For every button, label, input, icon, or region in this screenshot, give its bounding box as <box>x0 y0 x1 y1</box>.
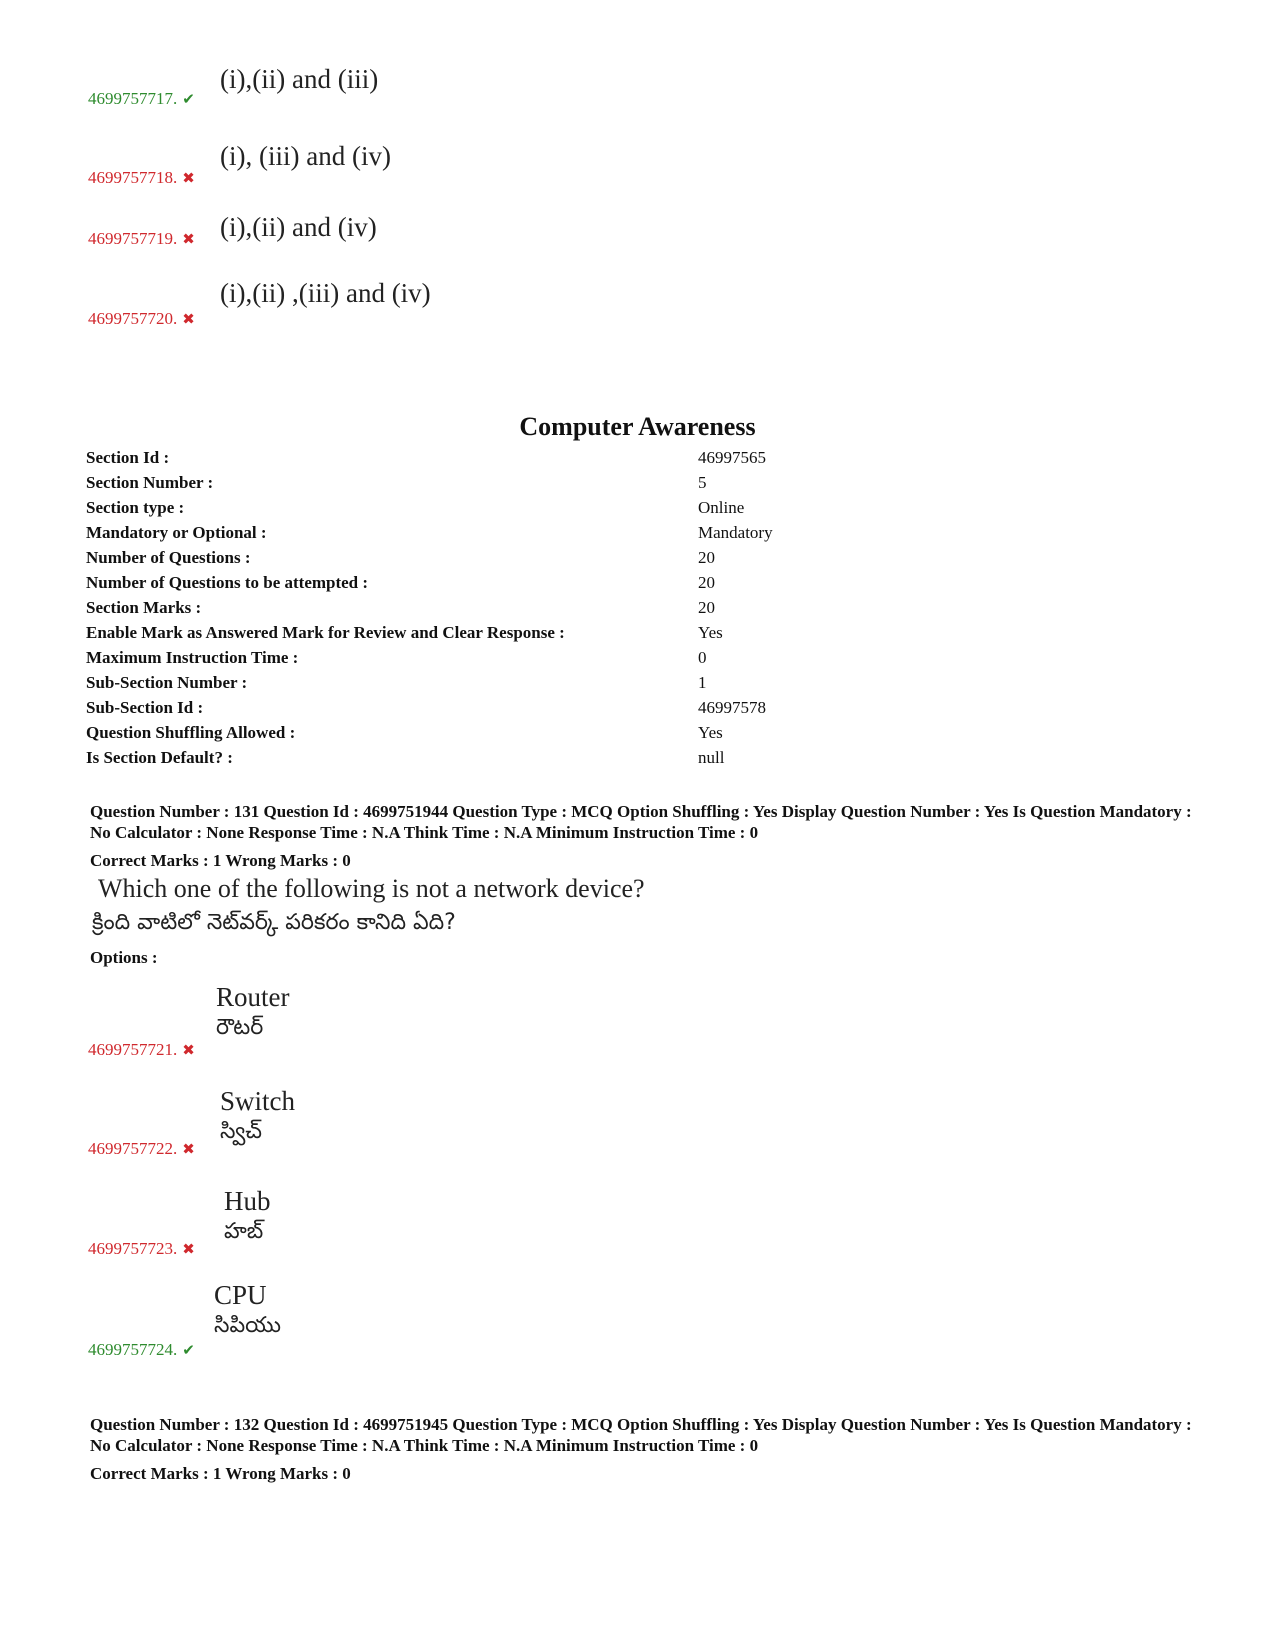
option-id: 4699757719. <box>88 229 178 248</box>
section-info-row <box>86 548 1236 572</box>
section-info-row <box>86 648 1236 672</box>
section-info-row <box>86 748 1236 772</box>
option-id: 4699757724. <box>88 1340 178 1359</box>
info-value: 20 <box>698 598 715 617</box>
section-title: Computer Awareness <box>519 412 756 441</box>
info-value: Mandatory <box>698 523 773 542</box>
option-text: Switch <box>220 1086 296 1116</box>
info-label: Mandatory or Optional : <box>86 523 267 542</box>
section-info-row <box>86 523 1236 547</box>
option-id: 4699757718. <box>88 168 178 187</box>
check-icon: ✔ <box>182 90 195 108</box>
info-label: Section Number : <box>86 473 214 492</box>
option-text-telugu: స్విచ్ <box>220 1119 262 1144</box>
question-text-telugu: క్రింది వాటిలో నెట్‌వర్క్ పరికరం కానిది ఏది? <box>92 910 456 935</box>
info-label: Sub-Section Number : <box>86 673 248 692</box>
info-value: 46997565 <box>698 448 766 467</box>
option-text: (i),(ii) and (iv) <box>220 212 377 242</box>
info-label: Number of Questions to be attempted : <box>86 573 369 592</box>
option-id: 4699757721. <box>88 1040 178 1059</box>
info-value: 20 <box>698 573 715 592</box>
info-label: Number of Questions : <box>86 548 251 567</box>
option-text-telugu: సిపియు <box>214 1313 281 1338</box>
option-id: 4699757723. <box>88 1239 178 1258</box>
section-info-row <box>86 623 1236 647</box>
info-value: null <box>698 748 725 767</box>
section-info-row <box>86 598 1236 622</box>
option-text: Hub <box>224 1186 271 1216</box>
info-value: Yes <box>698 723 723 742</box>
section-info-row <box>86 698 1236 722</box>
info-value: 20 <box>698 548 715 567</box>
cross-icon: ✖ <box>182 310 195 328</box>
cross-icon: ✖ <box>182 1240 195 1258</box>
question-marks: Correct Marks : 1 Wrong Marks : 0 <box>90 851 351 870</box>
option-text: (i),(ii) ,(iii) and (iv) <box>220 278 431 308</box>
info-value: 1 <box>698 673 707 692</box>
option-text-telugu: హబ్ <box>224 1219 264 1244</box>
options-label: Options : <box>90 948 158 967</box>
question-header: Question Number : 131 Question Id : 4699751944 Question Type : MCQ Option Shuffling : Yes Display Question Number : Yes Is Question Mandatory : No Calculator : None Response Time : N.A Think Time : N.A Minimum Instruction Time : 0 <box>90 802 1192 842</box>
info-label: Sub-Section Id : <box>86 698 204 717</box>
option-id: 4699757717. <box>88 89 178 108</box>
info-value: 5 <box>698 473 707 492</box>
section-info-row <box>86 473 1236 497</box>
info-value: 46997578 <box>698 698 766 717</box>
info-label: Maximum Instruction Time : <box>86 648 299 667</box>
check-icon: ✔ <box>182 1341 195 1359</box>
cross-icon: ✖ <box>182 230 195 248</box>
section-info-row <box>86 573 1236 597</box>
info-value: Yes <box>698 623 723 642</box>
info-label: Is Section Default? : <box>86 748 233 767</box>
question-text: Which one of the following is not a network device? <box>98 874 645 903</box>
info-label: Section type : <box>86 498 185 517</box>
option-text: (i), (iii) and (iv) <box>220 141 391 171</box>
question-marks: Correct Marks : 1 Wrong Marks : 0 <box>90 1464 351 1483</box>
option-id: 4699757722. <box>88 1139 178 1158</box>
info-label: Section Id : <box>86 448 170 467</box>
section-info-row <box>86 673 1236 697</box>
section-info-row <box>86 498 1236 522</box>
question-header: Question Number : 132 Question Id : 4699751945 Question Type : MCQ Option Shuffling : Yes Display Question Number : Yes Is Question Mandatory : No Calculator : None Response Time : N.A Think Time : N.A Minimum Instruction Time : 0 <box>90 1415 1192 1455</box>
option-text: CPU <box>214 1280 267 1310</box>
cross-icon: ✖ <box>182 1041 195 1059</box>
info-value: Online <box>698 498 745 517</box>
info-label: Section Marks : <box>86 598 202 617</box>
option-text: Router <box>216 982 290 1012</box>
cross-icon: ✖ <box>182 169 195 187</box>
section-info-row <box>86 448 1236 472</box>
option-text-telugu: రౌటర్ <box>216 1015 264 1040</box>
section-info-row <box>86 723 1236 747</box>
info-label: Question Shuffling Allowed : <box>86 723 296 742</box>
info-label: Enable Mark as Answered Mark for Review and Clear Response : <box>86 623 565 642</box>
cross-icon: ✖ <box>182 1140 195 1158</box>
option-id: 4699757720. <box>88 309 178 328</box>
option-text: (i),(ii) and (iii) <box>220 64 379 94</box>
info-value: 0 <box>698 648 707 667</box>
